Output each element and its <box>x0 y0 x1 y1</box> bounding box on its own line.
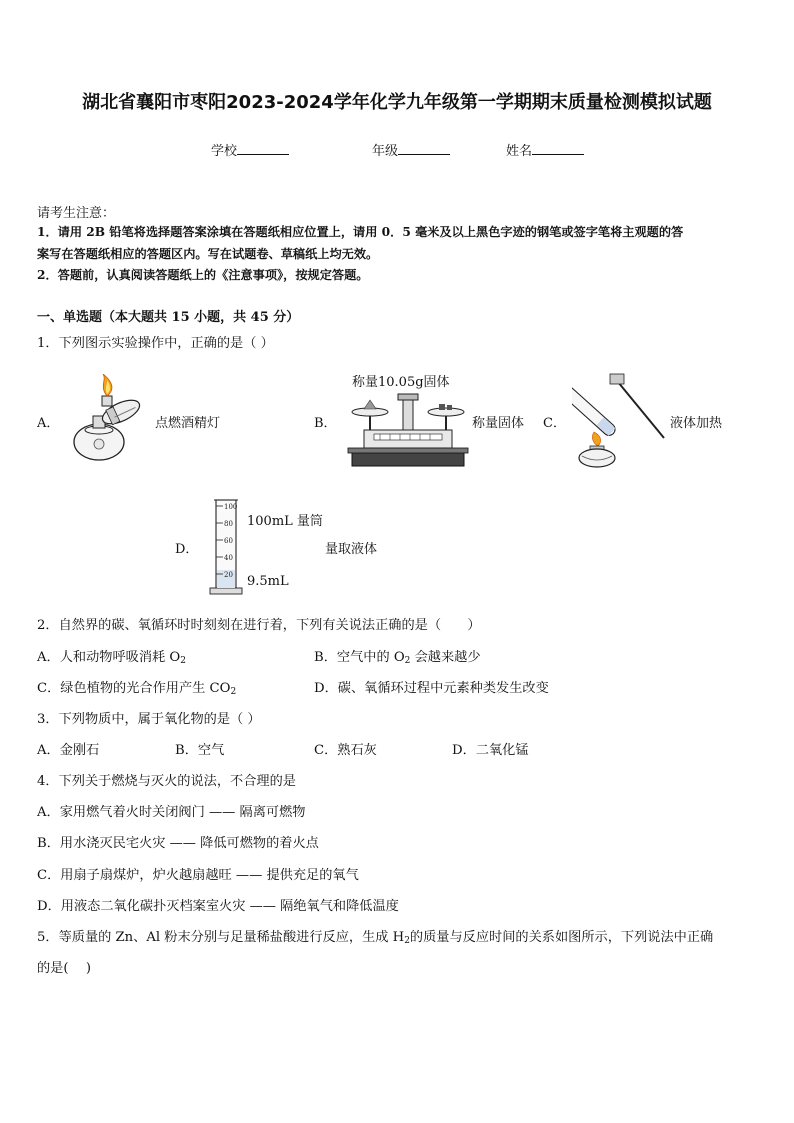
q3-option-c[interactable]: C．熟石灰 <box>314 743 377 758</box>
q5-stem-post: 的质量与反应时间的关系如图所示，下列说法中正确 <box>409 930 714 945</box>
school-label: 学校 <box>211 144 238 159</box>
school-blank[interactable] <box>237 142 289 155</box>
q1-option-a-caption: 点燃酒精灯 <box>155 416 221 431</box>
grade-field[interactable] <box>372 140 450 159</box>
q2-option-c[interactable] <box>37 677 236 697</box>
q2-option-a-sub: 2 <box>180 656 186 666</box>
cylinder-tick-label: 80 <box>224 520 233 528</box>
graduated-cylinder-illustration <box>208 496 248 596</box>
page-title: 湖北省襄阳市枣阳2023-2024学年化学九年级第一学期期末质量检测模拟试题 <box>82 92 712 113</box>
cylinder-tick-label: 100 <box>224 503 238 511</box>
q2-option-c-text: C．绿色植物的光合作用产生 CO <box>37 681 231 696</box>
name-label: 姓名 <box>506 144 533 159</box>
grade-blank[interactable] <box>398 142 450 155</box>
q1-option-d-caption: 量取液体 <box>325 542 378 557</box>
q2-option-c-sub: 2 <box>230 687 237 697</box>
q2-option-a-text: A．人和动物呼吸消耗 O <box>37 650 181 665</box>
q1-stem: 1．下列图示实验操作中，正确的是（ ） <box>37 336 274 351</box>
balance-scale-illustration <box>346 388 470 472</box>
q3-option-b[interactable]: B．空气 <box>175 743 225 758</box>
liquid-heating-illustration <box>572 372 668 468</box>
q5-stem-pre: 5．等质量的 Zn、Al 粉末分别与足量稀盐酸进行反应，生成 H <box>37 930 405 945</box>
q1-option-b-label[interactable]: B． <box>314 416 337 431</box>
q3-stem: 3．下列物质中，属于氧化物的是（ ） <box>37 712 261 727</box>
q1-option-d-bottom-label: 9.5mL <box>247 574 289 589</box>
q2-stem: 2．自然界的碳、氧循环时时刻刻在进行着，下列有关说法正确的是（ ） <box>37 618 481 633</box>
cylinder-tick-label: 60 <box>224 537 233 545</box>
q2-option-a[interactable] <box>37 646 186 666</box>
q1-option-c-label[interactable]: C． <box>543 416 566 431</box>
notice-line-2: 2．答题前，认真阅读答题纸上的《注意事项》，按规定答题。 <box>37 268 369 282</box>
q1-option-b-top-label: 称量10.05g固体 <box>352 375 450 390</box>
q5-stem-line-2: 的是( ) <box>37 961 92 976</box>
grade-label: 年级 <box>372 144 399 159</box>
q4-option-c[interactable]: C．用扇子扇煤炉，炉火越扇越旺 —— 提供充足的氧气 <box>37 868 359 883</box>
q4-option-b[interactable]: B．用水浇灭民宅火灾 —— 降低可燃物的着火点 <box>37 836 319 851</box>
q3-option-d[interactable]: D．二氧化锰 <box>452 743 529 758</box>
name-blank[interactable] <box>532 142 584 155</box>
q5-stem-sub: 2 <box>404 936 410 946</box>
q4-option-a[interactable]: A．家用燃气着火时关闭阀门 —— 隔离可燃物 <box>37 805 306 820</box>
q2-option-b-sub: 2 <box>404 656 411 666</box>
name-field[interactable] <box>506 140 584 159</box>
q1-option-a-label[interactable]: A． <box>37 416 60 431</box>
q2-option-b-tail: 会越来越少 <box>410 650 481 665</box>
notice-line-1: 1．请用 2B 铅笔将选择题答案涂填在答题纸相应位置上，请用 0．5 毫米及以上黑色字迹的钢笔或签字笔将主观题的答 <box>37 225 684 239</box>
q2-option-d[interactable]: D．碳、氧循环过程中元素种类发生改变 <box>314 681 549 696</box>
q1-option-c-caption: 液体加热 <box>670 416 723 431</box>
q1-option-d-label[interactable]: D． <box>175 542 199 557</box>
q4-option-d[interactable]: D．用液态二氧化碳扑灭档案室火灾 —— 隔绝氧气和降低温度 <box>37 899 399 914</box>
q4-stem: 4．下列关于燃烧与灭火的说法，不合理的是 <box>37 774 296 789</box>
school-field[interactable] <box>211 140 289 159</box>
q2-option-b-text: B．空气中的 O <box>314 650 405 665</box>
notice-heading: 请考生注意： <box>37 206 116 221</box>
alcohol-lamp-illustration <box>66 374 158 466</box>
section-heading: 一、单选题（本大题共 15 小题，共 45 分） <box>37 310 300 325</box>
q2-option-b[interactable] <box>314 646 481 666</box>
cylinder-tick-label: 20 <box>224 571 233 579</box>
q1-option-b-caption: 称量固体 <box>472 416 525 431</box>
notice-line-1b: 案写在答题纸相应的答题区内。写在试题卷、草稿纸上均无效。 <box>37 247 379 261</box>
q1-option-d-top-label: 100mL 量筒 <box>247 514 323 529</box>
q3-option-a[interactable]: A．金刚石 <box>37 743 100 758</box>
cylinder-tick-label: 40 <box>224 554 233 562</box>
q5-stem <box>37 926 713 946</box>
